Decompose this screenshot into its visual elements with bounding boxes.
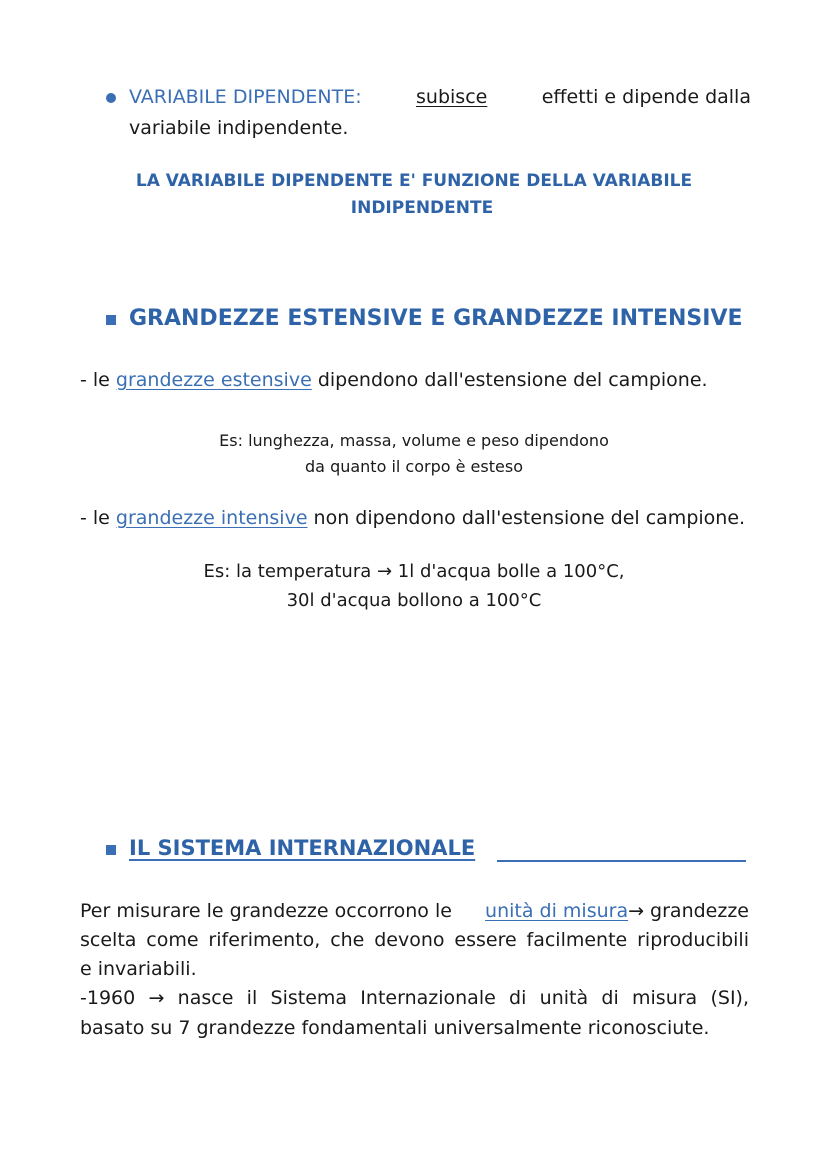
si-paragraph1-line2: scelta come riferimento, che devono essere facilmente riproducibili bbox=[80, 929, 749, 951]
section-title-ext-int: GRANDEZZE ESTENSIVE E GRANDEZZE INTENSIVE bbox=[129, 306, 743, 331]
section-square-icon-si bbox=[106, 845, 116, 855]
extensive-line bbox=[80, 369, 708, 391]
extensive-example-line1: Es: lunghezza, massa, volume e peso dipendono bbox=[219, 431, 609, 450]
si-p1-arrow: → grandezze bbox=[628, 900, 749, 922]
section-title-si: IL SISTEMA INTERNAZIONALE bbox=[129, 836, 476, 860]
extensive-rest: dipendono dall'estensione del campione. bbox=[311, 369, 708, 391]
si-term-link: unità di misura bbox=[485, 900, 629, 922]
intensive-example-line2: 30l d'acqua bollono a 100°C bbox=[286, 590, 542, 611]
si-paragraph2-line1: -1960 → nasce il Sistema Internazionale di unità di misura (SI), bbox=[80, 987, 749, 1009]
section-square-icon bbox=[106, 315, 116, 325]
si-paragraph1-line1 bbox=[80, 900, 749, 922]
dependent-variable-label: VARIABILE DIPENDENTE: bbox=[129, 86, 362, 108]
function-heading-line2: INDIPENDENTE bbox=[350, 198, 494, 218]
extensive-example-line2: da quanto il corpo è esteso bbox=[305, 457, 523, 476]
si-paragraph1-line3: e invariabili. bbox=[80, 958, 197, 980]
dependent-variable-line1 bbox=[129, 86, 751, 108]
si-p1-start: Per misurare le grandezze occorrono le bbox=[80, 900, 452, 922]
dependent-rest: effetti e dipende dalla bbox=[541, 86, 751, 108]
function-heading-line1: LA VARIABILE DIPENDENTE E' FUNZIONE DELLA VARIABILE bbox=[135, 171, 693, 191]
dependent-keyword: subisce bbox=[416, 86, 488, 108]
intensive-term-link: grandezze intensive bbox=[115, 507, 308, 529]
si-paragraph2-line2: basato su 7 grandezze fondamentali universalmente riconosciute. bbox=[80, 1017, 710, 1039]
dependent-variable-line2: variabile indipendente. bbox=[129, 117, 349, 139]
intensive-rest: non dipendono dall'estensione del campione. bbox=[307, 507, 746, 529]
intensive-prefix: - le bbox=[80, 507, 116, 529]
extensive-prefix: - le bbox=[80, 369, 116, 391]
intensive-line bbox=[80, 507, 745, 529]
extensive-term-link: grandezze estensive bbox=[115, 369, 312, 391]
bullet-dot-icon bbox=[106, 93, 116, 103]
intensive-example-line1: Es: la temperatura → 1l d'acqua bolle a 100°C, bbox=[203, 561, 625, 582]
si-title-rule bbox=[497, 860, 746, 862]
